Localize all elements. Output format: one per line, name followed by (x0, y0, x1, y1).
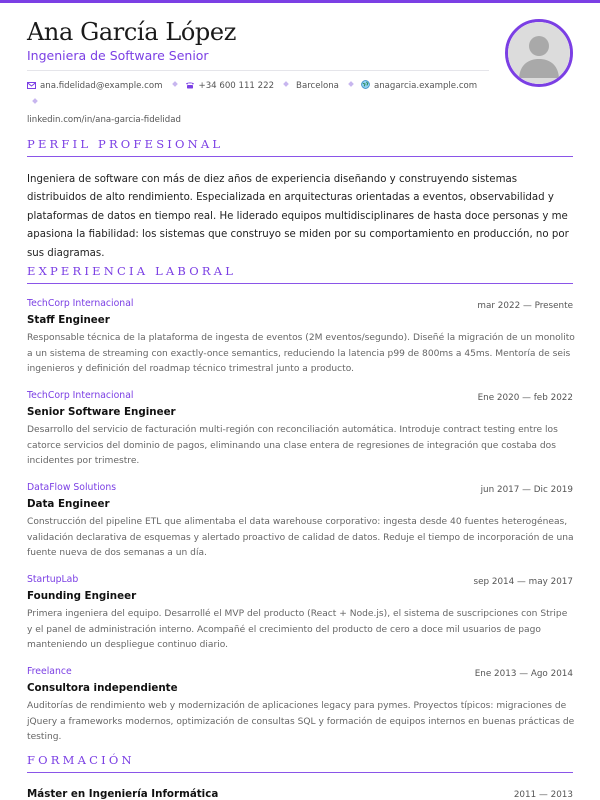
candidate-title: Ingeniera de Software Senior (27, 48, 209, 63)
job-dates: Ene 2020 — feb 2022 (477, 393, 573, 403)
education-dates: 2011 — 2013 (513, 790, 573, 800)
separator-dot (283, 81, 289, 87)
person-silhouette-icon (508, 22, 570, 84)
job-role: Data Engineer (27, 498, 110, 510)
separator-dot (32, 98, 38, 104)
section-title-education: FORMACIÓN (27, 753, 135, 767)
contact-list (27, 78, 497, 129)
job-role: Senior Software Engineer (27, 406, 176, 418)
job-description: Responsable técnica de la plataforma de ingesta de eventos (2M eventos/segundo). Diseñé la migración de un monolito a un sistema de streaming con exactly-once semantics, reduciendo la latencia p99 de 800ms a 45ms. Mentoría de seis ingenieros y definición del roadmap técnico trimestral junto a producto. (27, 333, 575, 374)
section-divider (27, 772, 573, 773)
envelope-icon (27, 82, 36, 89)
contact-email[interactable] (27, 78, 163, 95)
company-name: Freelance (27, 666, 72, 677)
company-name: TechCorp Internacional (27, 298, 134, 309)
education-title: Máster en Ingeniería Informática (27, 788, 219, 800)
job-dates: jun 2017 — Dic 2019 (480, 485, 573, 495)
company-name: StartupLab (27, 574, 79, 585)
email-text: ana.fidelidad@example.com (40, 81, 163, 91)
phone-text: +34 600 111 222 (198, 81, 275, 91)
job-description: Primera ingeniera del equipo. Desarrollé el MVP del producto (React + Node.js), el sistema de suscripciones con Stripe y el panel de administración interno. Acompañé el crecimiento del producto de cero a doce mil usuarios de pago manteniendo un despliegue continuo diario. (27, 609, 568, 650)
globe-icon (361, 80, 370, 89)
section-title-profile: PERFIL PROFESIONAL (27, 137, 224, 151)
company-name: TechCorp Internacional (27, 390, 134, 401)
contact-linkedin[interactable] (27, 112, 181, 129)
separator-dot (172, 81, 178, 87)
job-description: Construcción del pipeline ETL que alimentaba el data warehouse corporativo: ingesta desde 40 fuentes heterogéneas, validación declarativa de esquemas y alertado proactivo de calidad de datos. Reduje el tiempo de incorporación de una fuente nueva de dos semanas a un día. (27, 517, 574, 558)
job-role: Founding Engineer (27, 590, 137, 602)
job-role: Consultora independiente (27, 682, 178, 694)
contact-phone[interactable] (185, 78, 275, 95)
candidate-name: Ana García López (27, 18, 236, 46)
website-text: anagarcia.example.com (373, 81, 478, 91)
avatar (505, 19, 573, 87)
contact-website[interactable] (361, 78, 477, 95)
separator-dot (348, 81, 354, 87)
linkedin-text: linkedin.com/in/ana-garcia-fidelidad (27, 115, 181, 125)
job-dates: sep 2014 — may 2017 (473, 577, 573, 587)
job-dates: mar 2022 — Presente (477, 301, 573, 311)
job-description: Auditorías de rendimiento web y modernización de aplicaciones legacy para pymes. Proyectos típicos: migraciones de jQuery a frameworks modernos, optimización de consultas SQL y formación de equipos internos en buenas prácticas de testing. (27, 701, 575, 742)
section-divider (27, 156, 573, 157)
job-description: Desarrollo del servicio de facturación multi-región con reconciliación automática. Introduje contract testing entre los catorce servicios del dominio de pagos, eliminando una clase entera de regresiones de integración que costaba dos incidentes por trimestre. (27, 425, 558, 466)
contact-location (296, 78, 339, 95)
job-role: Staff Engineer (27, 314, 110, 326)
location-text: Barcelona (296, 81, 339, 91)
header-divider (27, 70, 489, 71)
company-name: DataFlow Solutions (27, 482, 117, 493)
profile-summary: Ingeniera de software con más de diez años de experiencia diseñando y construyendo sistemas distribuidos de alto rendimiento. Especializada en arquitecturas orientadas a eventos, observabilidad y plataformas de datos en tiempo real. He liderado equipos multidisciplinares de hasta doce personas y me apasiona la fiabilidad: los sistemas que construyo se miden por su comportamiento en producción, no por sus diagramas. (27, 174, 569, 259)
section-title-experience: EXPERIENCIA LABORAL (27, 264, 237, 278)
phone-icon (185, 81, 195, 89)
job-dates: Ene 2013 — Ago 2014 (474, 669, 573, 679)
section-divider (27, 283, 573, 284)
accent-top-bar (0, 0, 600, 3)
